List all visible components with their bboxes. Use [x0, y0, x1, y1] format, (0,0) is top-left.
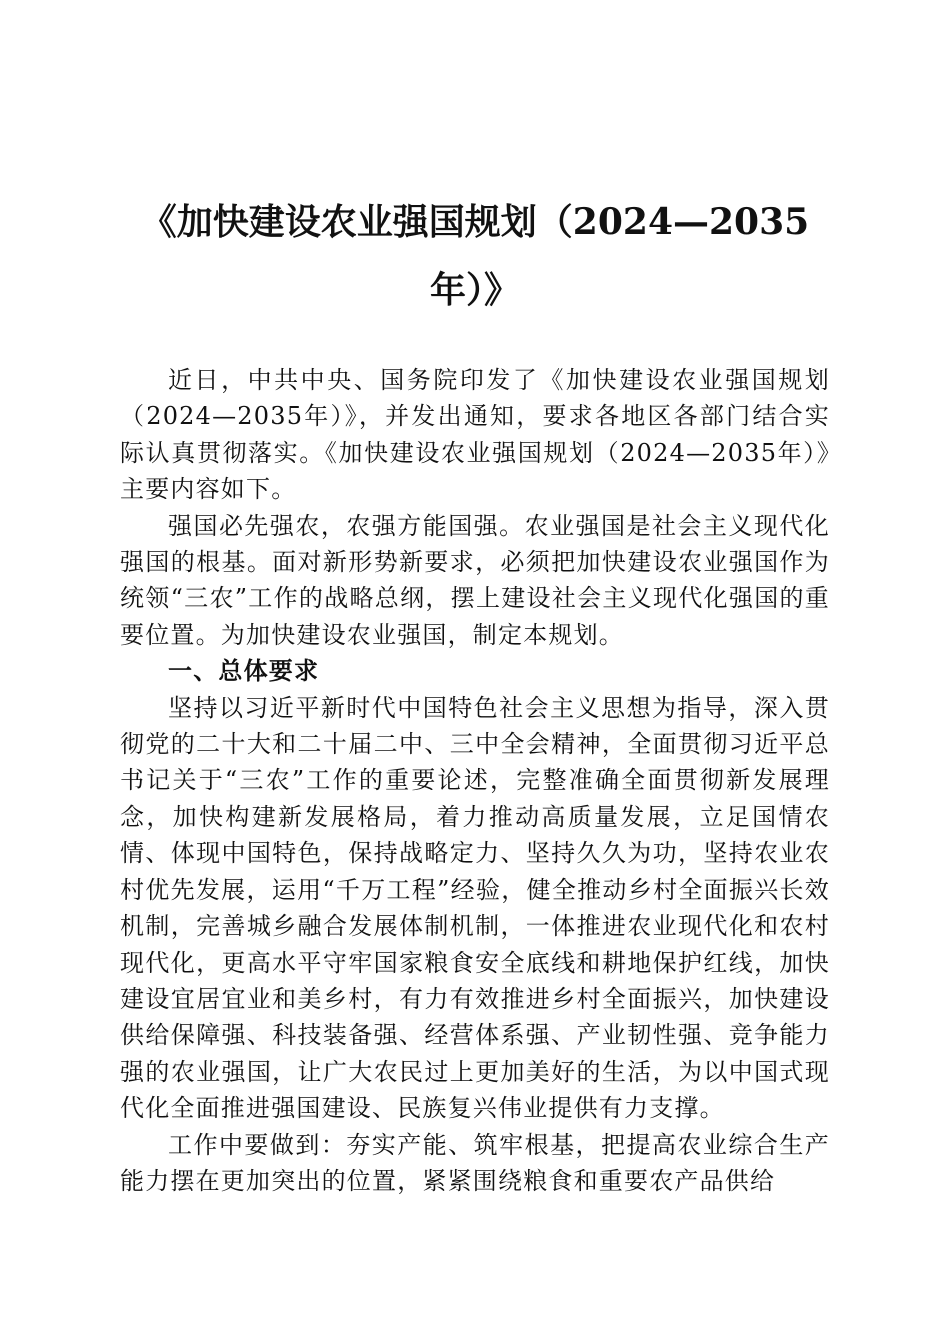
title-line-1: 《加快建设农业强国规划（2024—2035 [140, 201, 810, 243]
paragraph-background: 强国必先强农，农强方能国强。农业强国是社会主义现代化强国的根基。面对新形势新要求，必须把加快建设农业强国作为统领“三农”工作的战略总纲，摆上建设社会主义现代化强国的重要位置。为加快建设农业强国，制定本规划。 [120, 511, 830, 649]
section-heading: 一、总体要求 [168, 656, 320, 686]
document-body [120, 362, 830, 1199]
paragraph-guiding-principles: 坚持以习近平新时代中国特色社会主义思想为指导，深入贯彻党的二十大和二十届二中、三中全会精神，全面贯彻习近平总书记关于“三农”工作的重要论述，完整准确全面贯彻新发展理念，加快构建新发展格局，着力推动高质量发展，立足国情农情、体现中国特色，保持战略定力、坚持久久为功，坚持农业农村优先发展，运用“千万工程”经验，健全推动乡村全面振兴长效机制，完善城乡融合发展体制机制，一体推进农业现代化和农村现代化，更高水平守牢国家粮食安全底线和耕地保护红线，加快建设宜居宜业和美乡村，有力有效推进乡村全面振兴，加快建设供给保障强、科技装备强、经营体系强、产业韧性强、竞争能力强的农业强国，让广大农民过上更加美好的生活，为以中国式现代化全面推进强国建设、民族复兴伟业提供有力支撑。 [120, 693, 830, 1123]
paragraph-work-requirements: 工作中要做到：夯实产能、筑牢根基，把提高农业综合生产能力摆在更加突出的位置，紧紧围绕粮食和重要农产品供给 [120, 1130, 830, 1195]
document-title [120, 188, 830, 324]
paragraph-intro: 近日，中共中央、国务院印发了《加快建设农业强国规划（2024—2035年）》，并发出通知，要求各地区各部门结合实际认真贯彻落实。《加快建设农业强国规划（2024—2035年）》主要内容如下。 [120, 366, 830, 504]
title-line-2: 年）》 [429, 269, 520, 311]
